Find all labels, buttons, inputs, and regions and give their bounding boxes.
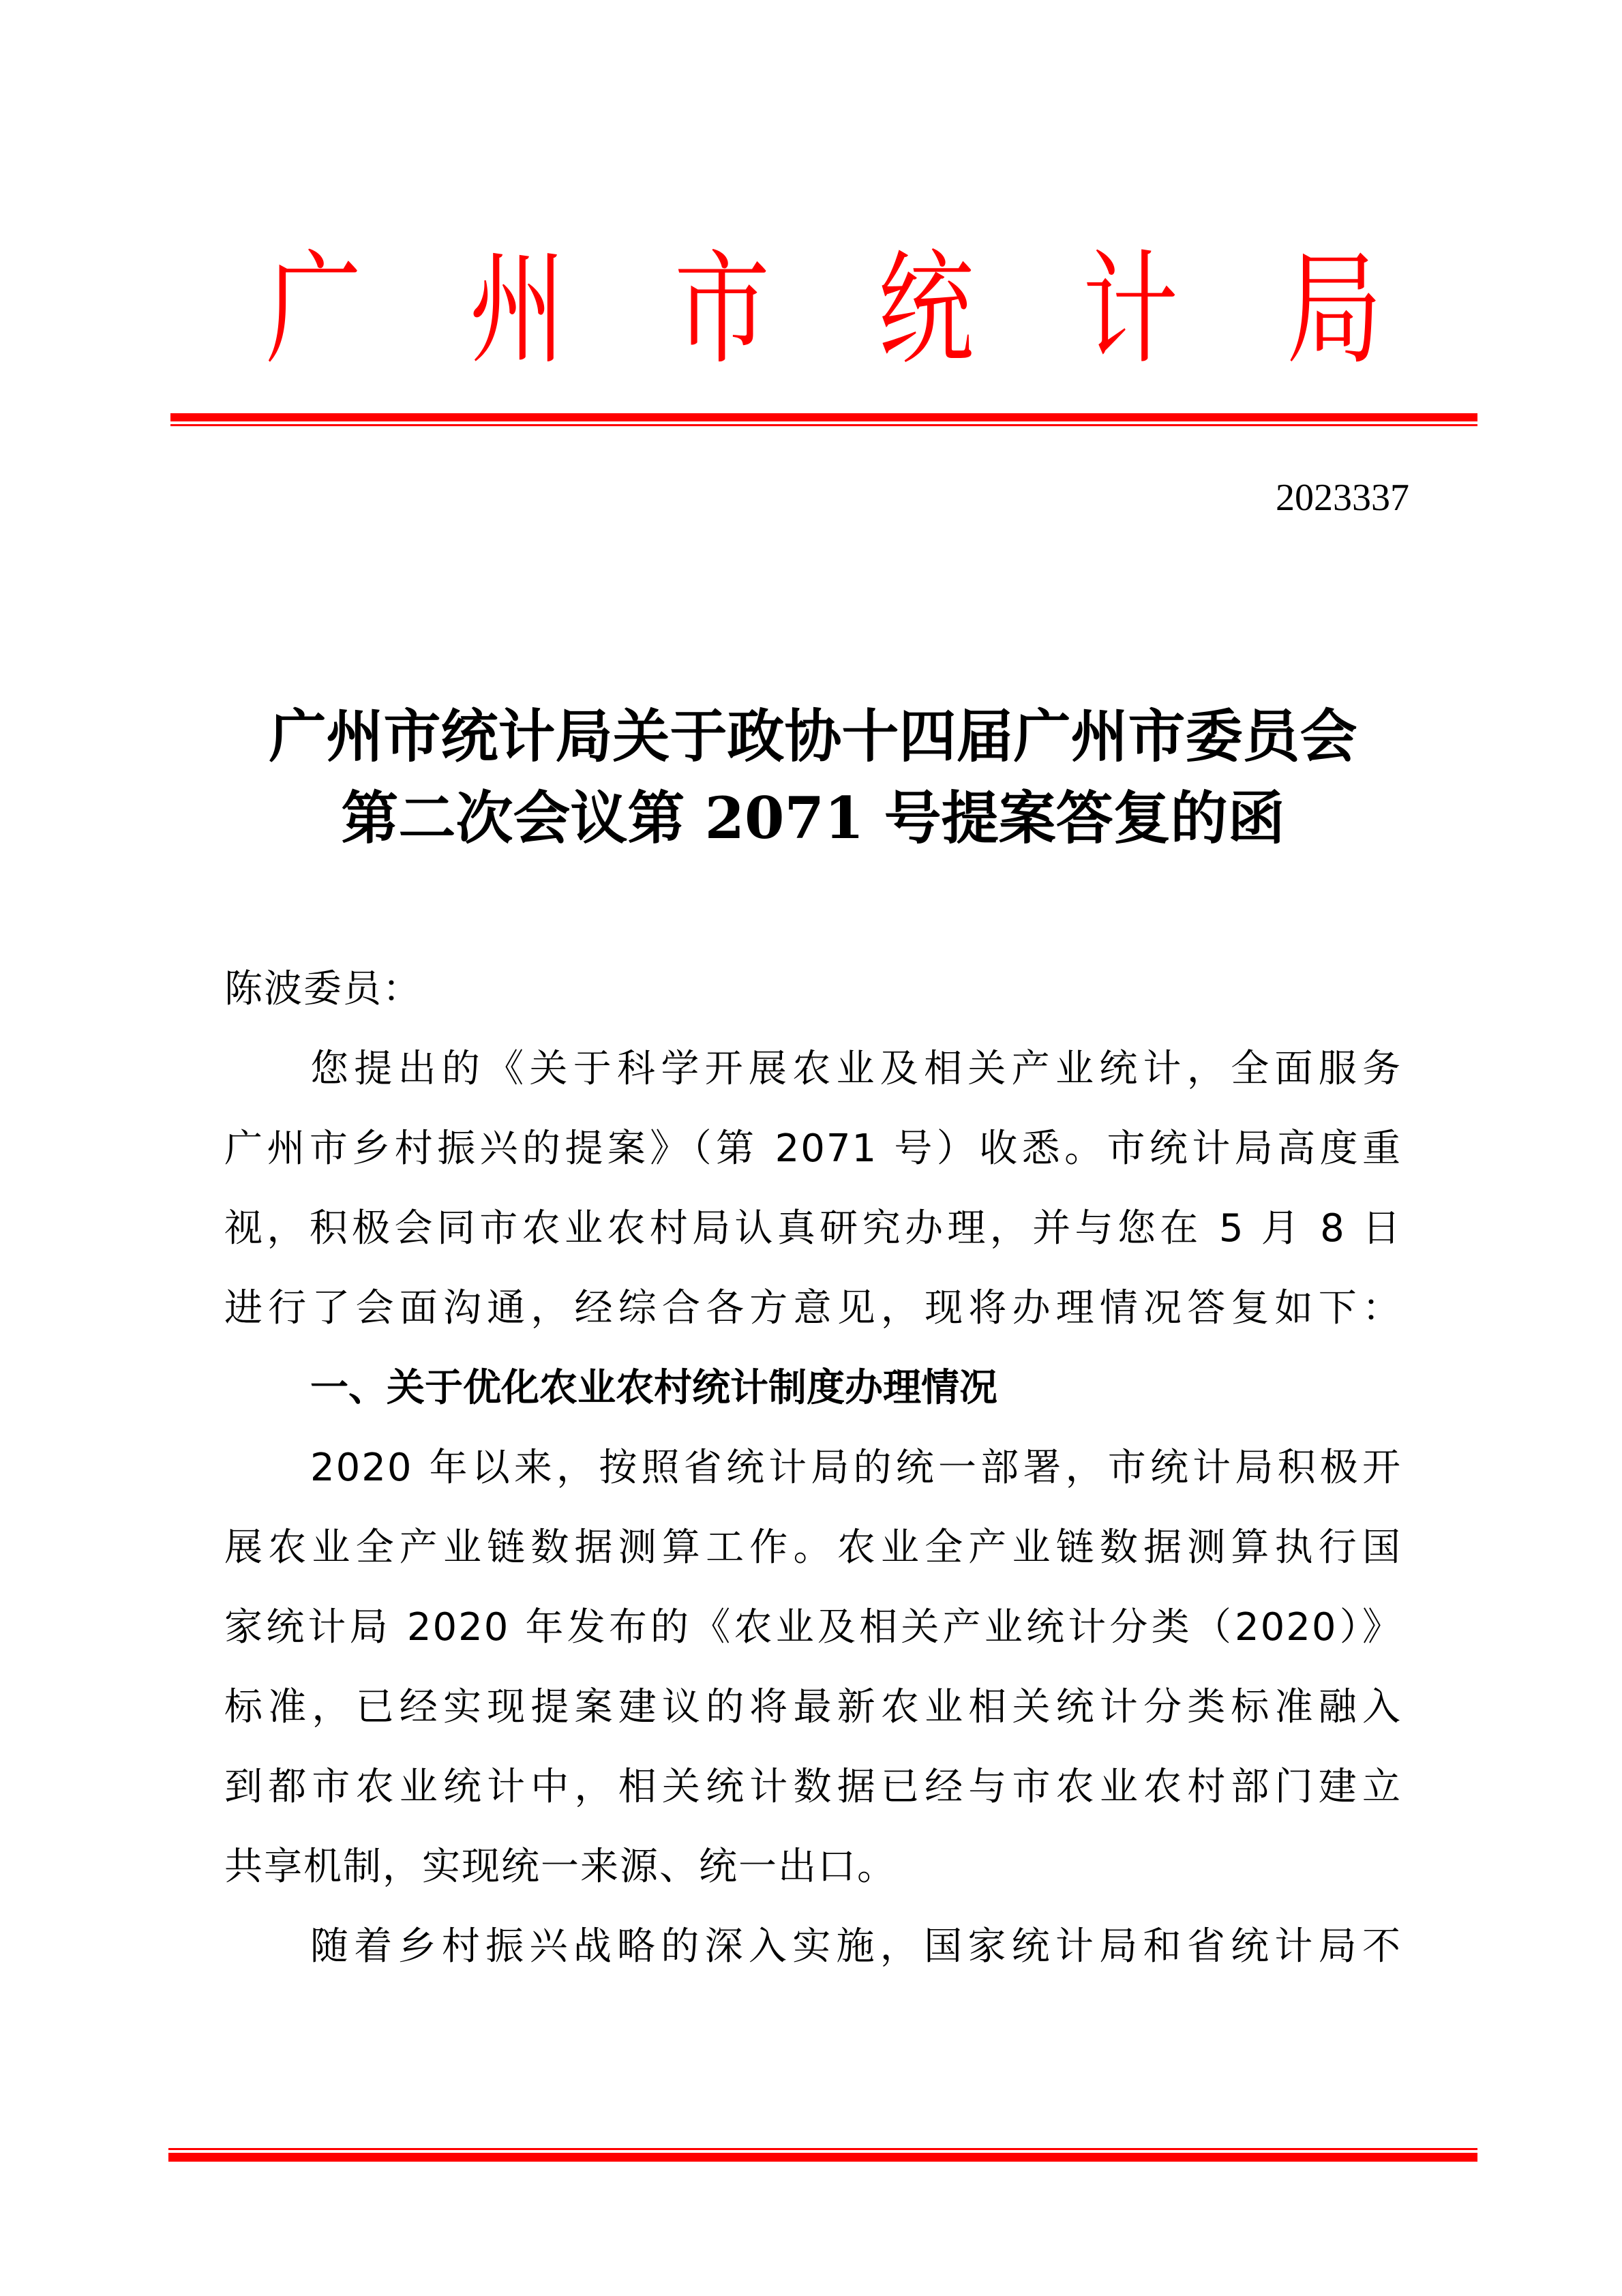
footer-red-rule [168,2148,1477,2163]
paragraph-line: 到都市农业统计中，相关统计数据已经与市农业农村部门建立 [224,1765,1402,1809]
section-heading-1: 一、关于优化农业农村统计制度办理情况 [310,1366,997,1410]
paragraph-3 [224,1907,1402,1986]
letterhead-char: 局 [1286,239,1383,381]
letterhead-char: 州 [470,239,566,381]
paragraph-line: 随着乡村振兴战略的深入实施，国家统计局和省统计局不 [310,1924,1402,1969]
letterhead-char: 市 [674,239,770,381]
letterhead-char: 广 [265,239,362,381]
paragraph-line: 您提出的《关于科学开展农业及相关产业统计，全面服务 [310,1047,1402,1091]
title-line-1: 广州市统计局关于政协十四届广州市委员会 [269,702,1357,770]
document-body [224,949,1402,1986]
paragraph-line: 视，积极会同市农业农村局认真研究办理，并与您在 5 月 8 日 [224,1206,1402,1251]
title-line-2: 第二次会议第 2071 号提案答复的函 [341,784,1285,852]
paragraph-1 [224,1029,1402,1348]
letterhead-char: 计 [1082,239,1178,381]
paragraph-line: 2020 年以来，按照省统计局的统一部署，市统计局积极开 [310,1446,1402,1490]
paragraph-line: 共享机制，实现统一来源、统一出口。 [224,1845,897,1889]
letterhead-red-rule [170,413,1477,428]
paragraph-line: 展农业全产业链数据测算工作。农业全产业链数据测算执行国 [224,1525,1402,1570]
rule-thick [170,413,1477,421]
letterhead-char: 统 [877,239,974,381]
rule-thick [168,2153,1477,2162]
rule-thin [170,424,1477,426]
paragraph-line: 标准，已经实现提案建议的将最新农业相关统计分类标准融入 [224,1685,1402,1729]
paragraph-line: 进行了会面沟通，经综合各方意见，现将办理情况答复如下： [224,1286,1402,1330]
document-title [224,696,1402,859]
paragraph-line: 家统计局 2020 年发布的《农业及相关产业统计分类（2020）》 [224,1605,1402,1650]
paragraph-line: 广州市乡村振兴的提案》（第 2071 号）收悉。市统计局高度重 [224,1127,1402,1171]
salutation: 陈波委员： [224,967,422,1011]
rule-thin [168,2148,1477,2150]
letterhead-org-name [170,239,1477,381]
paragraph-2 [224,1428,1402,1907]
document-number: 2023337 [1276,477,1409,519]
